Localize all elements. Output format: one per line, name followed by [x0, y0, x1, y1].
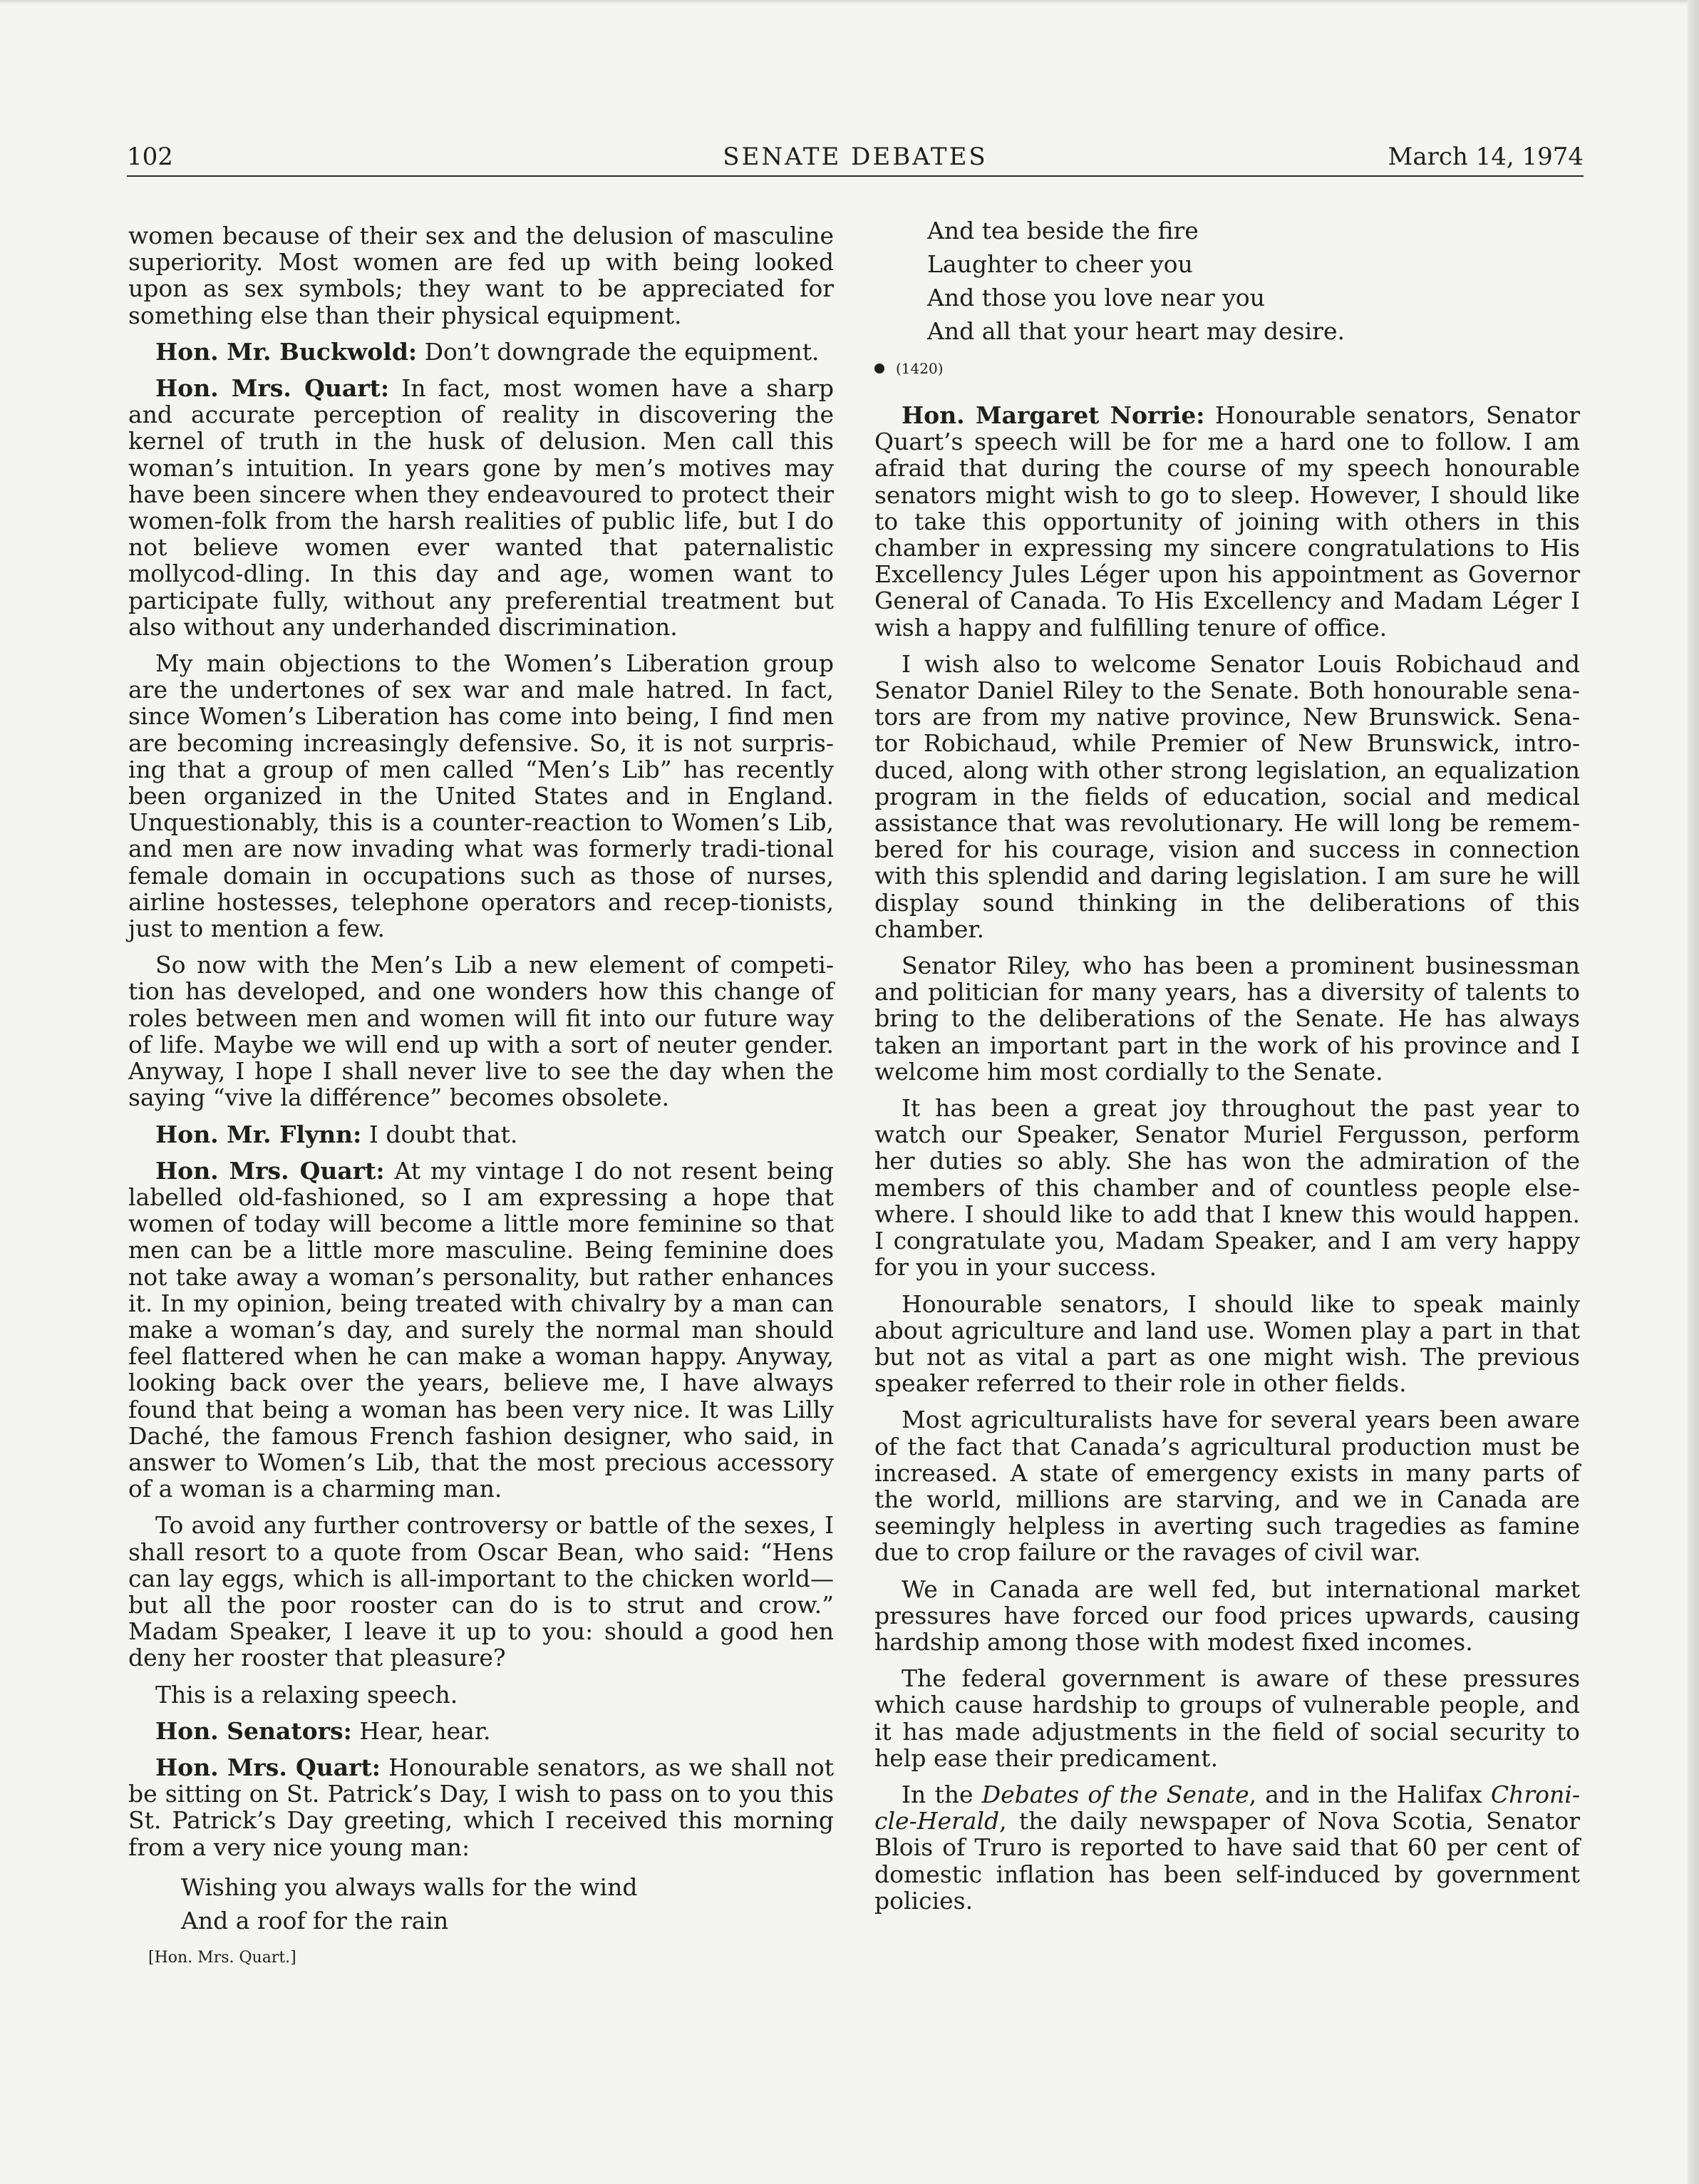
- publication-name: Debates of the Senate: [981, 1780, 1249, 1808]
- header-rule: [127, 175, 1584, 177]
- page-top-edge: [0, 0, 1699, 4]
- paragraph: [128, 1158, 834, 1503]
- page-right-edge: [1688, 0, 1699, 2184]
- speech-text: , the daily newspaper of Nova Scotia, Senator Blois of Truro is reported to have said that 60 per cent of domestic inflation has been self-induced by government policies.: [874, 1807, 1580, 1915]
- speech-text: , and in the Halifax: [1249, 1780, 1491, 1808]
- speech-text: At my vintage I do not resent being labelled old-fashioned, so I am expressing a hope that women of today will become a little more feminine so that men can be a little more masculine. Being feminine does not take away a woman’s personality, but rather enhances it. In my opinion, being treated with chivalry by a man can make a woman’s day, and surely the normal man should feel flattered when he can make a woman happy. Anyway, looking back over the years, believe me, I have always found that being a woman has been very nice. It was Lilly Daché, the famous French fashion designer, who said, in answer to Women’s Lib, that the most precious accessory of a woman is a charming man.: [128, 1156, 834, 1503]
- poem-line: And a roof for the rain: [181, 1906, 449, 1935]
- speaker-name: Hon. Mrs. Quart:: [155, 1156, 385, 1185]
- running-header: [127, 143, 1584, 177]
- page-number: 102: [127, 143, 173, 171]
- paragraph: To avoid any further controversy or battle of the sexes, I shall resort to a quote from Oscar Bean, who said: “Hens can lay eggs, which is all-important to the chicken world—but all the poor rooster can do is to strut and crow.” Madam Speaker, I leave it up to you: should a good hen deny her rooster that pleasure?: [128, 1511, 834, 1672]
- paragraph: It has been a great joy throughout the past year to watch our Speaker, Senator Muriel Fergusson, perform her duties so ably. She has won the admiration of the members of this chamber and of countless people else-where. I should like to add that I knew this would happen. I congratulate you, Madam Speaker, and I am very happy for you in your success.: [874, 1094, 1580, 1282]
- publication-title: SENATE DEBATES: [723, 143, 988, 171]
- poem-line: And those you love near you: [927, 284, 1265, 311]
- paragraph: [874, 402, 1580, 641]
- poem-line: And all that your heart may desire.: [927, 317, 1345, 345]
- paragraph: Senator Riley, who has been a prominent businessman and politician for many years, has a diversity of talents to bring to the deliberations of the Senate. He has always taken an important part in the work of his province and I welcome him most cordially to the Senate.: [874, 952, 1580, 1086]
- poem-verse: [128, 1870, 834, 1937]
- speaker-name: Hon. Margaret Norrie:: [902, 401, 1205, 429]
- paragraph: This is a relaxing speech.: [155, 1680, 458, 1709]
- speaker-name: Hon. Mr. Flynn:: [155, 1120, 362, 1148]
- paragraph: [128, 375, 834, 640]
- left-column: [128, 222, 834, 1969]
- time-marker-label: (1420): [896, 360, 944, 377]
- speech-text: Honourable senators, as we shall not be sitting on St. Patrick’s Day, I wish to pass on to you this St. Patrick’s Day greeting, which I received this morning from a very nice young man:: [128, 1753, 834, 1861]
- speaker-name: Hon. Mrs. Quart:: [155, 1753, 381, 1781]
- paragraph: The federal government is aware of these pressures which cause hardship to groups of vulnerable people, and it has made adjustments in the field of social security to help ease their predicament.: [874, 1664, 1580, 1772]
- speech-text: Honourable senators, Senator Quart’s speech will be for me a hard one to follow. I am afraid that during the course of my speech honourable senators might wish to go to sleep. However, I should like to take this opportunity of joining with others in this chamber in expressing my sincere congratulations to His Excellency Jules Léger upon his appointment as Governor General of Canada. To His Excellency and Madam Léger I wish a happy and fulfilling tenure of office.: [874, 401, 1580, 642]
- paragraph: [128, 1754, 834, 1860]
- poem-verse: [874, 214, 1580, 348]
- paragraph: My main objections to the Women’s Liberation group are the undertones of sex war and male hatred. In fact, since Women’s Liberation has come into being, I find men are becoming increasingly defensive. So, it is not surpris-ing that a group of men called “Men’s Lib” has recently been organized in the United States and in England. Unquestionably, this is a counter-reaction to Women’s Lib, and men are now invading what was formerly tradi-tional female domain in occupations such as those of nurses, airline hostesses, telephone operators and recep-tionists, just to mention a few.: [128, 649, 834, 943]
- paragraph: I wish also to welcome Senator Louis Robichaud and Senator Daniel Riley to the Senate. Both honourable sena-tors are from my native province, New Brunswick. Sena-tor Robichaud, while Premier of New Brunswick, intro-duced, along with other strong legislation, an equalization program in the fields of education, social and medical assistance that was revolutionary. He will long be remem-bered for his courage, vision and success in connection with this splendid and daring legislation. I am sure he will display sound thinking in the deliberations of this chamber.: [874, 649, 1580, 943]
- speaker-name: Hon. Mrs. Quart:: [155, 374, 390, 403]
- right-column: [874, 217, 1581, 1924]
- paragraph: Honourable senators, I should like to speak mainly about agriculture and land use. Women play a part in that but not as vital a part as one might wish. The previous speaker referred to their role in other fields.: [874, 1289, 1580, 1398]
- paragraph: [128, 339, 834, 365]
- paragraph: women because of their sex and the delusion of masculine superiority. Most women are fed up with being looked upon as sex symbols; they want to be appreciated for something else than their physical equipment.: [128, 222, 834, 329]
- poem-line: And tea beside the fire: [927, 217, 1199, 244]
- bullet-icon: [874, 364, 884, 374]
- speech-text: I doubt that.: [361, 1120, 518, 1148]
- speaker-name: Hon. Mr. Buckwold:: [155, 337, 418, 366]
- paragraph: [128, 1121, 834, 1148]
- speech-text: Don’t downgrade the equipment.: [417, 337, 820, 366]
- paragraph: Most agriculturalists have for several years been aware of the fact that Canada’s agricultural production must be increased. A state of emergency exists in many parts of the world, millions are starving, and we in Canada are seemingly helpless in averting such tragedies as famine due to crop failure or the ravages of civil war.: [874, 1406, 1580, 1567]
- speaker-attribution: [Hon. Mrs. Quart.]: [148, 1948, 296, 1967]
- publication-name: Chroni-cle-Herald: [874, 1780, 1581, 1835]
- speech-text: Hear, hear.: [351, 1716, 491, 1745]
- paragraph: [874, 1781, 1580, 1914]
- speech-text: In fact, most women have a sharp and accurate perception of reality in discovering the kernel of truth in the husk of delusion. Men call this woman’s intuition. In years gone by men’s motives may have been sincere when they endeavoured to protect their women-folk from the harsh realities of public life, but I do not believe women ever wanted that paternalistic mollycod-dling. In this day and age, women want to participate fully, without any preferential treatment but also without any underhanded discrimination.: [128, 374, 834, 641]
- poem-line: Wishing you always walls for the wind: [181, 1873, 638, 1901]
- paragraph: [128, 1718, 834, 1744]
- time-marker: [874, 358, 1580, 379]
- paragraph: We in Canada are well fed, but international market pressures have forced our food prices upwards, causing hardship among those with modest fixed incomes.: [874, 1575, 1580, 1656]
- paragraph: So now with the Men’s Lib a new element of competi-tion has developed, and one wonders how this change of roles between men and women will fit into our future way of life. Maybe we will end up with a sort of neuter gender. Anyway, I hope I shall never live to see the day when the saying “vive la différence” becomes obsolete.: [128, 951, 834, 1112]
- speech-text: In the: [902, 1780, 982, 1808]
- poem-line: Laughter to cheer you: [927, 250, 1193, 278]
- sitting-date: March 14, 1974: [1388, 143, 1584, 171]
- speaker-name: Hon. Senators:: [155, 1716, 352, 1745]
